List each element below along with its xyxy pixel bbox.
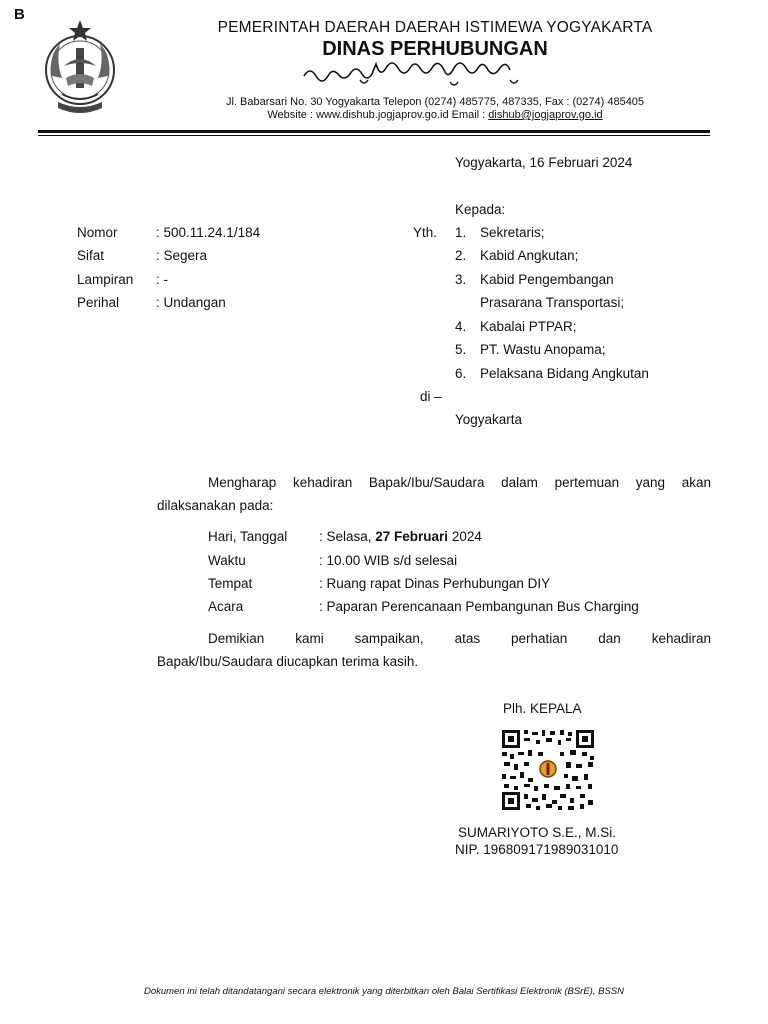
detail-value-tempat: : Ruang rapat Dinas Perhubungan DIY xyxy=(319,576,551,591)
addressee-item: PT. Wastu Anopama; xyxy=(480,342,606,357)
meta-value-perihal: : Undangan xyxy=(156,295,226,310)
signatory-name: SUMARIYOTO S.E., M.Si. xyxy=(458,825,617,840)
hari-date-bold: 27 Februari xyxy=(375,529,449,544)
hari-suffix: 2024 xyxy=(448,529,482,544)
meta-label-perihal: Perihal xyxy=(77,295,120,310)
addressee-num: 1. xyxy=(455,225,467,240)
meta-value-nomor: : 500.11.24.1/184 xyxy=(156,225,261,240)
detail-label-hari: Hari, Tanggal xyxy=(208,529,288,544)
javanese-script-title xyxy=(300,62,560,88)
coat-of-arms-logo xyxy=(42,16,118,124)
addressee-item: Sekretaris; xyxy=(480,225,545,240)
letterhead-rule-thin xyxy=(38,135,710,136)
signature-title: Plh. KEPALA xyxy=(503,701,582,716)
meta-value-lampiran: : - xyxy=(156,272,168,287)
email-link[interactable]: dishub@jogjaprov.go.id xyxy=(488,109,603,121)
addressee-item: Kabid Angkutan; xyxy=(480,248,579,263)
letterhead-address: Jl. Babarsari No. 30 Yogyakarta Telepon (0274) 485775, 487335, Fax : (0274) 485405 xyxy=(225,96,645,108)
yth-label: Yth. xyxy=(413,225,438,240)
addressee-city: Yogyakarta xyxy=(455,412,523,427)
invitation-paragraph-line1: Mengharap kehadiran Bapak/Ibu/Saudara dalam pertemuan yang akan xyxy=(208,475,711,490)
letterhead-agency: DINAS PERHUBUNGAN xyxy=(322,38,548,60)
corner-mark: B xyxy=(14,6,25,23)
meta-value-sifat: : Segera xyxy=(156,248,208,263)
meta-label-sifat: Sifat xyxy=(77,248,105,263)
detail-label-tempat: Tempat xyxy=(208,576,253,591)
addressee-num: 6. xyxy=(455,366,467,381)
detail-label-acara: Acara xyxy=(208,599,244,614)
addressee-num: 5. xyxy=(455,342,467,357)
invitation-paragraph-line2: dilaksanakan pada: xyxy=(157,498,274,513)
hari-prefix: : Selasa, xyxy=(319,529,376,544)
addressee-num: 4. xyxy=(455,319,467,334)
addressee-num: 3. xyxy=(455,272,467,287)
di-label: di – xyxy=(420,389,442,404)
meta-label-nomor: Nomor xyxy=(77,225,118,240)
meta-label-lampiran: Lampiran xyxy=(77,272,134,287)
closing-paragraph-line1: Demikian kami sampaikan, atas perhatian dan kehadiran xyxy=(208,631,711,646)
qr-code-signature xyxy=(500,728,596,812)
detail-value-acara: : Paparan Perencanaan Pembangunan Bus Charging xyxy=(319,599,639,614)
signatory-nip: NIP. 196809171989031010 xyxy=(455,842,619,857)
letterhead-rule-thick xyxy=(38,130,710,133)
closing-paragraph-line2: Bapak/Ibu/Saudara diucapkan terima kasih. xyxy=(157,654,419,669)
detail-value-hari xyxy=(319,529,482,544)
detail-value-waktu: : 10.00 WIB s/d selesai xyxy=(319,553,458,568)
letterhead-contact xyxy=(120,109,750,121)
addressee-item: Prasarana Transportasi; xyxy=(480,295,625,310)
place-date: Yogyakarta, 16 Februari 2024 xyxy=(455,155,633,170)
addressee-item: Kabid Pengembangan xyxy=(480,272,614,287)
detail-label-waktu: Waktu xyxy=(208,553,246,568)
addressee-item: Pelaksana Bidang Angkutan xyxy=(480,366,649,381)
kepada-label: Kepada: xyxy=(455,202,506,217)
letterhead-government: PEMERINTAH DAERAH DAERAH ISTIMEWA YOGYAKARTA xyxy=(217,19,653,36)
footer-note: Dokumen ini telah ditandatangani secara elektronik yang diterbitkan oleh Balai Sertifikasi Elektronik (BSrE), BSSN xyxy=(144,986,624,997)
addressee-item: Kabalai PTPAR; xyxy=(480,319,577,334)
website-text: Website : www.dishub.jogjaprov.go.id Email : xyxy=(267,109,489,121)
addressee-num: 2. xyxy=(455,248,467,263)
